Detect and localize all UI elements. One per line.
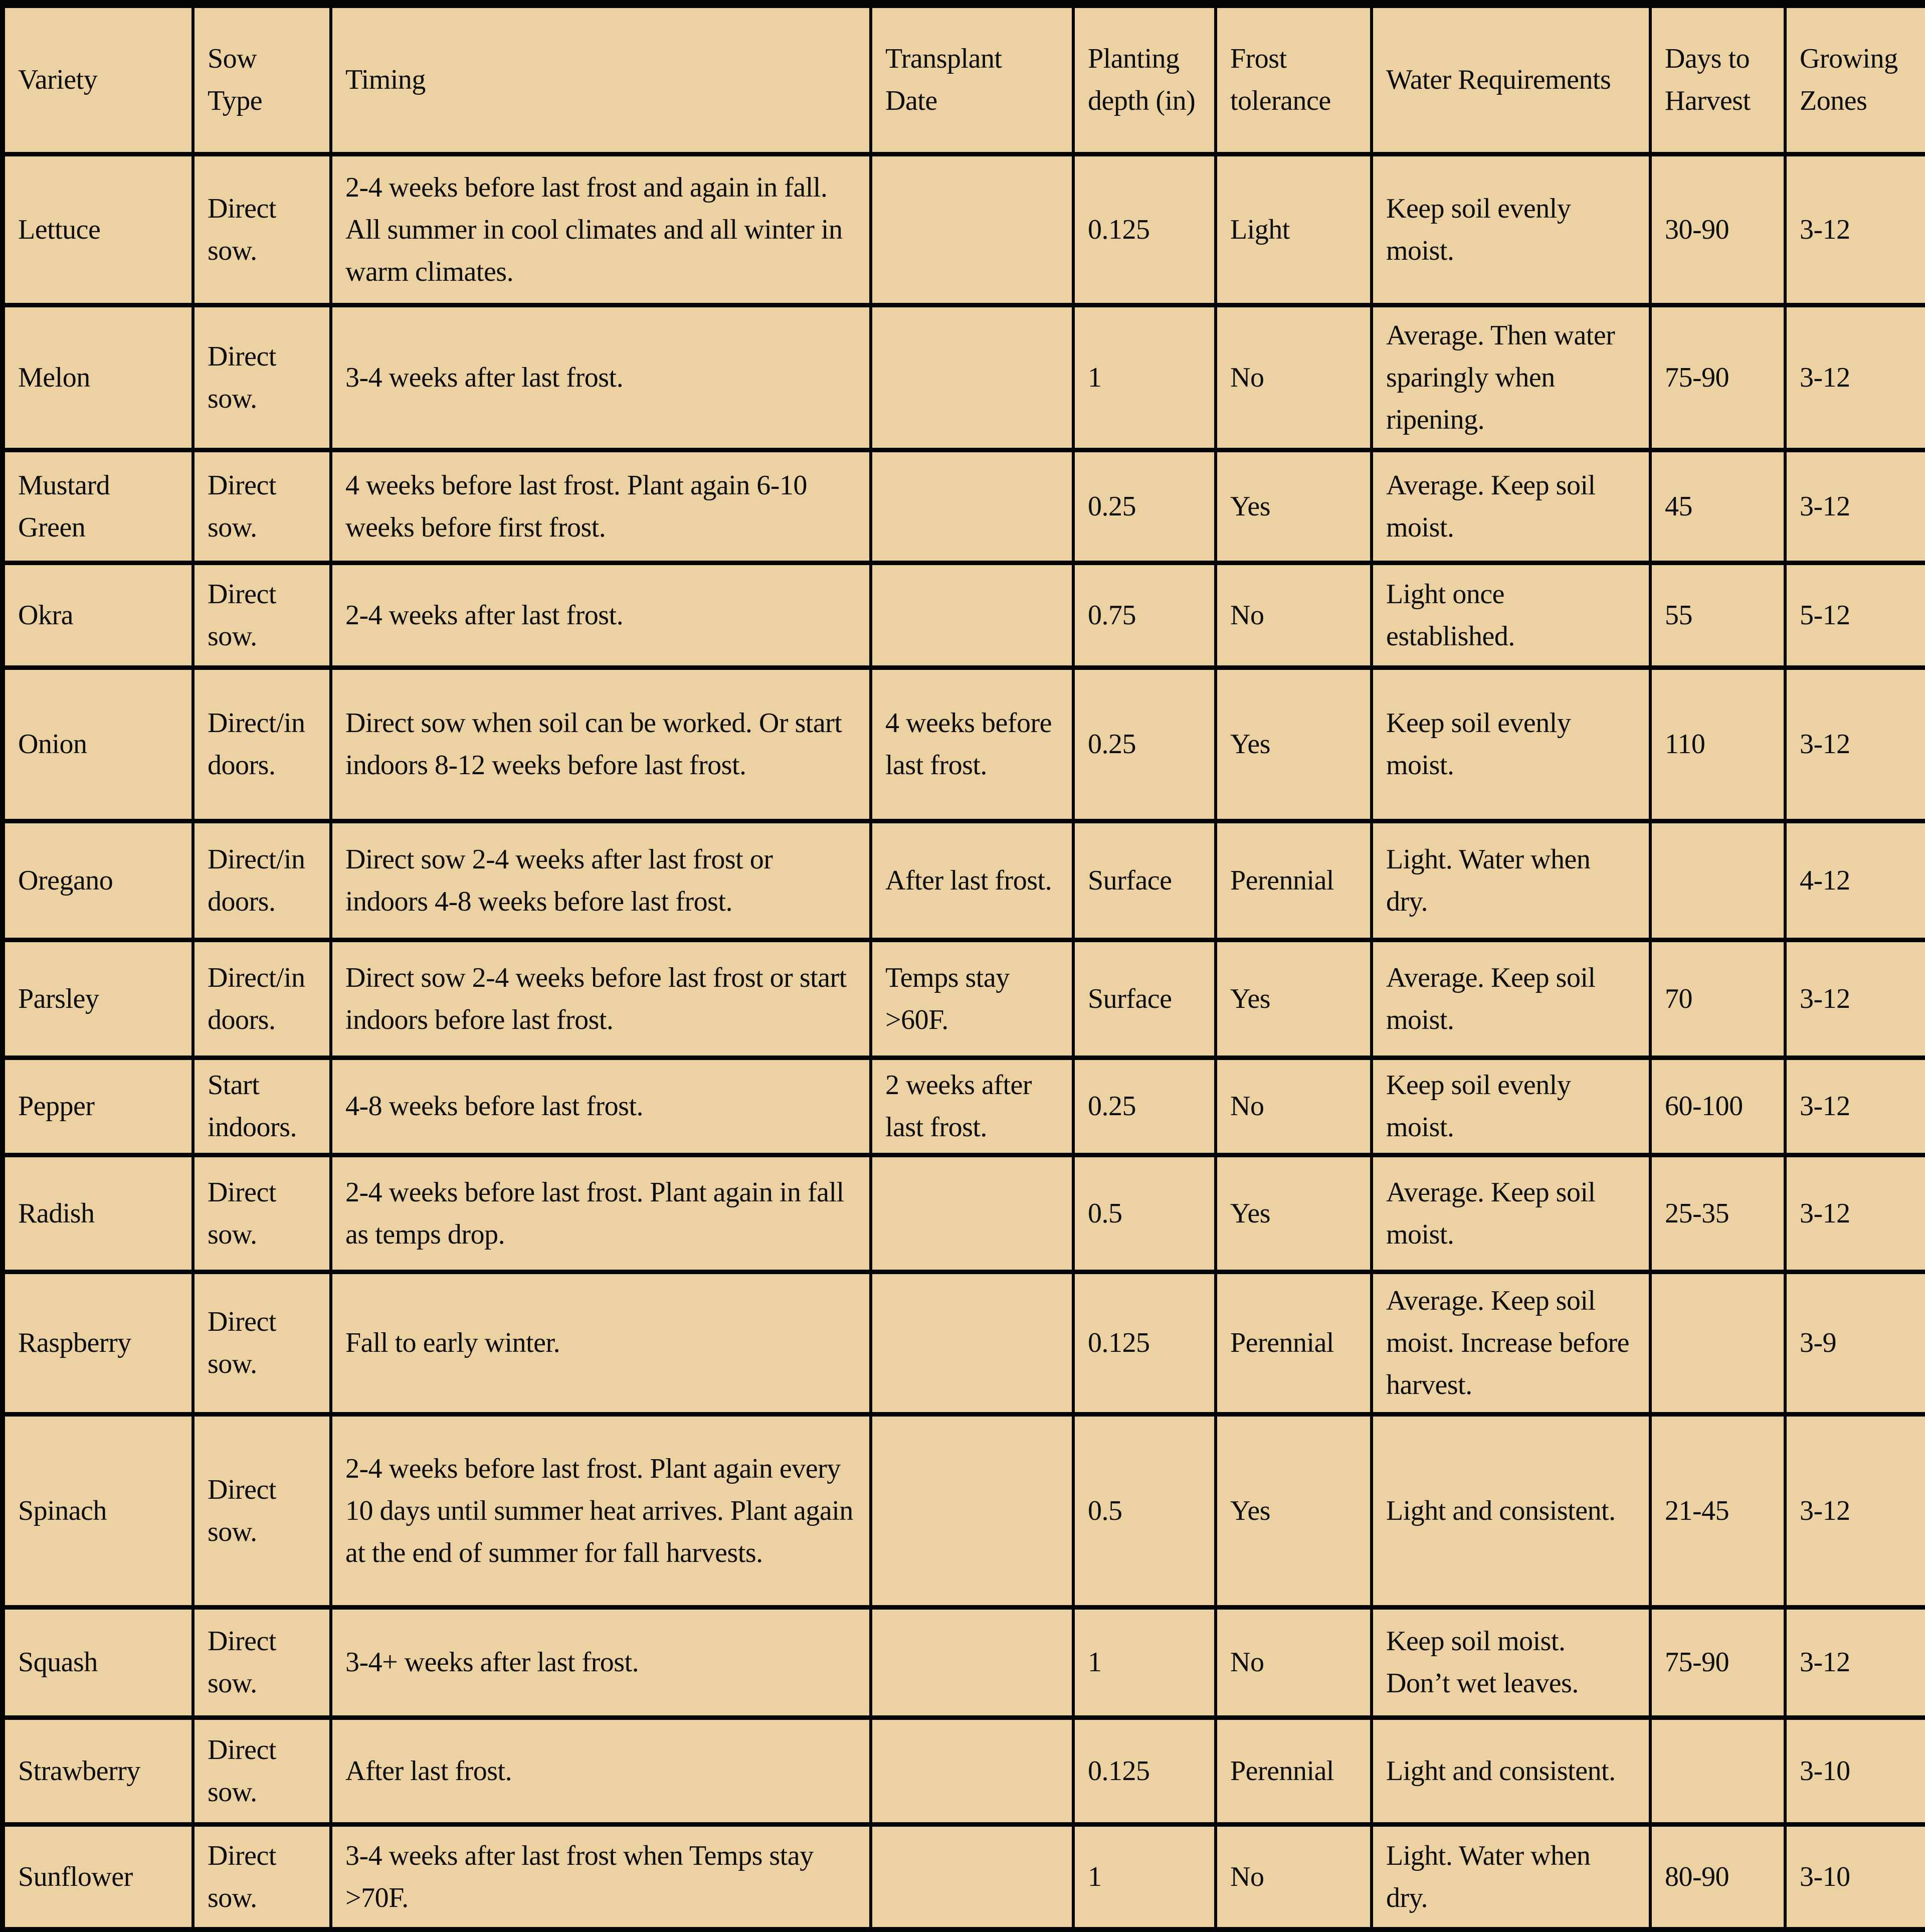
cell-frost-tolerance: Yes — [1216, 1155, 1372, 1272]
cell-days-to-harvest: 75-90 — [1650, 305, 1785, 450]
cell-growing-zones: 3-12 — [1785, 940, 1925, 1058]
cell-timing: Direct sow 2-4 weeks after last frost or indoors 4-8 weeks before last frost. — [331, 821, 871, 940]
cell-sow-type: Direct sow. — [193, 450, 331, 563]
cell-transplant-date — [871, 1717, 1073, 1824]
header-row — [3, 4, 1925, 154]
cell-transplant-date — [871, 1155, 1073, 1272]
cell-planting-depth-in: 0.25 — [1073, 450, 1216, 563]
cell-planting-depth-in: 0.5 — [1073, 1414, 1216, 1607]
cell-transplant-date: 4 weeks before last frost. — [871, 667, 1073, 821]
cell-planting-depth-in: 1 — [1073, 305, 1216, 450]
cell-sow-type: Direct sow. — [193, 1824, 331, 1929]
cell-variety: Pepper — [3, 1058, 193, 1155]
cell-variety: Sunflower — [3, 1824, 193, 1929]
cell-water-requirements: Keep soil evenly moist. — [1372, 154, 1650, 305]
cell-water-requirements: Average. Then water sparingly when ripening. — [1372, 305, 1650, 450]
cell-timing: Direct sow 2-4 weeks before last frost or start indoors before last frost. — [331, 940, 871, 1058]
table-row — [3, 667, 1925, 821]
cell-planting-depth-in: 0.25 — [1073, 1058, 1216, 1155]
cell-frost-tolerance: Light — [1216, 154, 1372, 305]
cell-sow-type: Direct sow. — [193, 154, 331, 305]
cell-frost-tolerance: No — [1216, 305, 1372, 450]
cell-variety: Strawberry — [3, 1717, 193, 1824]
cell-growing-zones: 3-10 — [1785, 1824, 1925, 1929]
cell-timing: 3-4 weeks after last frost. — [331, 305, 871, 450]
cell-variety: Raspberry — [3, 1272, 193, 1414]
cell-sow-type: Direct sow. — [193, 563, 331, 667]
cell-days-to-harvest — [1650, 1272, 1785, 1414]
column-header-growing-zones: Growing Zones — [1785, 4, 1925, 154]
cell-days-to-harvest: 45 — [1650, 450, 1785, 563]
table-row — [3, 450, 1925, 563]
table-row — [3, 154, 1925, 305]
column-header-sow-type: Sow Type — [193, 4, 331, 154]
cell-frost-tolerance: Yes — [1216, 667, 1372, 821]
cell-sow-type: Direct sow. — [193, 1717, 331, 1824]
cell-timing: After last frost. — [331, 1717, 871, 1824]
cell-water-requirements: Average. Keep soil moist. Increase before harvest. — [1372, 1272, 1650, 1414]
cell-water-requirements: Keep soil evenly moist. — [1372, 667, 1650, 821]
cell-growing-zones: 3-10 — [1785, 1717, 1925, 1824]
cell-water-requirements: Light. Water when dry. — [1372, 821, 1650, 940]
cell-days-to-harvest: 70 — [1650, 940, 1785, 1058]
cell-growing-zones: 3-12 — [1785, 450, 1925, 563]
cell-timing: Direct sow when soil can be worked. Or start indoors 8-12 weeks before last frost. — [331, 667, 871, 821]
cell-water-requirements: Average. Keep soil moist. — [1372, 450, 1650, 563]
cell-days-to-harvest: 55 — [1650, 563, 1785, 667]
table-row — [3, 1824, 1925, 1929]
cell-variety: Okra — [3, 563, 193, 667]
cell-sow-type: Direct/indoors. — [193, 667, 331, 821]
cell-growing-zones: 3-12 — [1785, 1155, 1925, 1272]
cell-frost-tolerance: No — [1216, 1058, 1372, 1155]
table-row — [3, 563, 1925, 667]
cell-planting-depth-in: 1 — [1073, 1824, 1216, 1929]
cell-frost-tolerance: Yes — [1216, 1414, 1372, 1607]
cell-growing-zones: 3-9 — [1785, 1272, 1925, 1414]
cell-sow-type: Direct/indoors. — [193, 940, 331, 1058]
cell-water-requirements: Average. Keep soil moist. — [1372, 1155, 1650, 1272]
cell-days-to-harvest: 80-90 — [1650, 1824, 1785, 1929]
cell-timing: 4-8 weeks before last frost. — [331, 1058, 871, 1155]
cell-growing-zones: 3-12 — [1785, 154, 1925, 305]
cell-water-requirements: Light. Water when dry. — [1372, 1824, 1650, 1929]
table-row — [3, 1155, 1925, 1272]
column-header-variety: Variety — [3, 4, 193, 154]
cell-days-to-harvest: 60-100 — [1650, 1058, 1785, 1155]
cell-timing: Fall to early winter. — [331, 1272, 871, 1414]
cell-water-requirements: Average. Keep soil moist. — [1372, 940, 1650, 1058]
cell-sow-type: Direct sow. — [193, 1607, 331, 1717]
table-row — [3, 940, 1925, 1058]
cell-days-to-harvest: 30-90 — [1650, 154, 1785, 305]
cell-growing-zones: 3-12 — [1785, 1414, 1925, 1607]
cell-days-to-harvest: 110 — [1650, 667, 1785, 821]
cell-transplant-date — [871, 1607, 1073, 1717]
cell-transplant-date — [871, 450, 1073, 563]
cell-transplant-date: After last frost. — [871, 821, 1073, 940]
cell-water-requirements: Light once established. — [1372, 563, 1650, 667]
table-row — [3, 1414, 1925, 1607]
cell-frost-tolerance: No — [1216, 1607, 1372, 1717]
column-header-days-to-harvest: Days to Harvest — [1650, 4, 1785, 154]
cell-sow-type: Direct sow. — [193, 305, 331, 450]
cell-growing-zones: 3-12 — [1785, 305, 1925, 450]
cell-transplant-date: Temps stay >60F. — [871, 940, 1073, 1058]
column-header-frost-tolerance: Frost tolerance — [1216, 4, 1372, 154]
cell-variety: Lettuce — [3, 154, 193, 305]
cell-planting-depth-in: 0.125 — [1073, 1717, 1216, 1824]
cell-growing-zones: 5-12 — [1785, 563, 1925, 667]
cell-water-requirements: Light and consistent. — [1372, 1717, 1650, 1824]
cell-sow-type: Direct sow. — [193, 1155, 331, 1272]
cell-days-to-harvest: 21-45 — [1650, 1414, 1785, 1607]
cell-frost-tolerance: Yes — [1216, 940, 1372, 1058]
cell-timing: 2-4 weeks after last frost. — [331, 563, 871, 667]
cell-frost-tolerance: Perennial — [1216, 1272, 1372, 1414]
cell-transplant-date — [871, 154, 1073, 305]
cell-transplant-date — [871, 305, 1073, 450]
cell-timing: 2-4 weeks before last frost. Plant again in fall as temps drop. — [331, 1155, 871, 1272]
cell-frost-tolerance: Perennial — [1216, 1717, 1372, 1824]
cell-transplant-date — [871, 1414, 1073, 1607]
cell-timing: 4 weeks before last frost. Plant again 6-10 weeks before first frost. — [331, 450, 871, 563]
cell-sow-type: Start indoors. — [193, 1058, 331, 1155]
cell-transplant-date: 2 weeks after last frost. — [871, 1058, 1073, 1155]
cell-planting-depth-in: 0.125 — [1073, 1272, 1216, 1414]
table-row — [3, 821, 1925, 940]
cell-transplant-date — [871, 1272, 1073, 1414]
cell-transplant-date — [871, 1824, 1073, 1929]
cell-planting-depth-in: 0.5 — [1073, 1155, 1216, 1272]
cell-planting-depth-in: 0.25 — [1073, 667, 1216, 821]
cell-variety: Melon — [3, 305, 193, 450]
cell-variety: Mustard Green — [3, 450, 193, 563]
cell-days-to-harvest — [1650, 821, 1785, 940]
cell-sow-type: Direct sow. — [193, 1414, 331, 1607]
cell-frost-tolerance: No — [1216, 563, 1372, 667]
cell-frost-tolerance: Yes — [1216, 450, 1372, 563]
cell-water-requirements: Keep soil moist. Don’t wet leaves. — [1372, 1607, 1650, 1717]
cell-planting-depth-in: 0.125 — [1073, 154, 1216, 305]
table-row — [3, 1272, 1925, 1414]
cell-variety: Oregano — [3, 821, 193, 940]
cell-days-to-harvest: 75-90 — [1650, 1607, 1785, 1717]
cell-planting-depth-in: Surface — [1073, 821, 1216, 940]
column-header-timing: Timing — [331, 4, 871, 154]
cell-growing-zones: 3-12 — [1785, 1607, 1925, 1717]
cell-transplant-date — [871, 563, 1073, 667]
cell-growing-zones: 3-12 — [1785, 1058, 1925, 1155]
cell-planting-depth-in: 1 — [1073, 1607, 1216, 1717]
cell-variety: Spinach — [3, 1414, 193, 1607]
table-row — [3, 1607, 1925, 1717]
cell-sow-type: Direct sow. — [193, 1272, 331, 1414]
cell-growing-zones: 4-12 — [1785, 821, 1925, 940]
cell-variety: Squash — [3, 1607, 193, 1717]
table-row — [3, 1058, 1925, 1155]
cell-timing: 3-4 weeks after last frost when Temps stay >70F. — [331, 1824, 871, 1929]
cell-variety: Radish — [3, 1155, 193, 1272]
cell-frost-tolerance: No — [1216, 1824, 1372, 1929]
cell-timing: 2-4 weeks before last frost. Plant again every 10 days until summer heat arrives. Plant again at the end of summer for fall harvests. — [331, 1414, 871, 1607]
column-header-transplant-date: Transplant Date — [871, 4, 1073, 154]
cell-days-to-harvest — [1650, 1717, 1785, 1824]
table-row — [3, 305, 1925, 450]
table-row — [3, 1717, 1925, 1824]
cell-water-requirements: Light and consistent. — [1372, 1414, 1650, 1607]
cell-timing: 3-4+ weeks after last frost. — [331, 1607, 871, 1717]
cell-variety: Onion — [3, 667, 193, 821]
cell-growing-zones: 3-12 — [1785, 667, 1925, 821]
cell-frost-tolerance: Perennial — [1216, 821, 1372, 940]
column-header-planting-depth-in: Planting depth (in) — [1073, 4, 1216, 154]
cell-planting-depth-in: 0.75 — [1073, 563, 1216, 667]
column-header-water-requirements: Water Requirements — [1372, 4, 1650, 154]
cell-planting-depth-in: Surface — [1073, 940, 1216, 1058]
cell-sow-type: Direct/indoors. — [193, 821, 331, 940]
cell-timing: 2-4 weeks before last frost and again in fall. All summer in cool climates and all winter in warm climates. — [331, 154, 871, 305]
cell-variety: Parsley — [3, 940, 193, 1058]
cell-days-to-harvest: 25-35 — [1650, 1155, 1785, 1272]
cell-water-requirements: Keep soil evenly moist. — [1372, 1058, 1650, 1155]
